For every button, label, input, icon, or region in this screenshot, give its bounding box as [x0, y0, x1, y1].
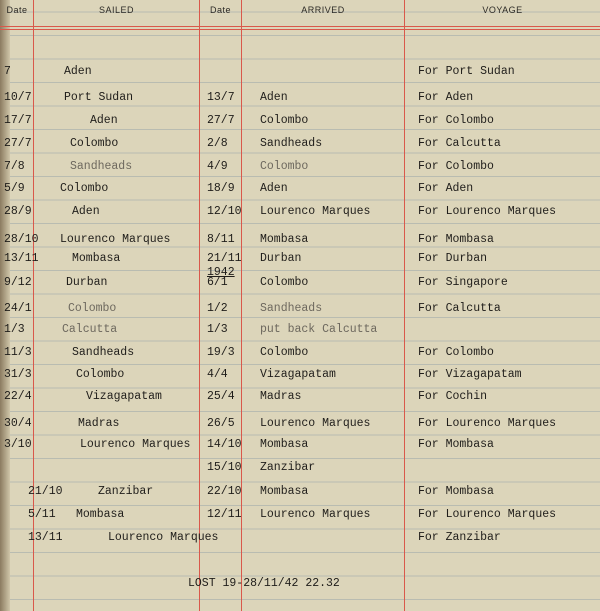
arrived-port: Madras — [260, 390, 302, 403]
arrived-date: 4/9 — [207, 160, 228, 173]
sailed-port: Sandheads — [72, 346, 135, 359]
sailed-date: 1/3 — [4, 323, 25, 336]
sailed-date: 28/9 — [4, 205, 32, 218]
arrived-port: Mombasa — [260, 485, 309, 498]
sailed-port: Calcutta — [62, 323, 118, 336]
sailed-port: Mombasa — [76, 508, 125, 521]
arrived-port: Mombasa — [260, 233, 309, 246]
arrived-date: 8/11 — [207, 233, 235, 246]
arrived-port: Aden — [260, 182, 288, 195]
sailed-port: Lourenco Marques — [80, 438, 191, 451]
sailed-date: 31/3 — [4, 368, 32, 381]
sailed-date: 30/4 — [4, 417, 32, 430]
voyage-note: For Colombo — [418, 160, 494, 173]
voyage-note: For Aden — [418, 91, 474, 104]
header-sailed: SAILED — [98, 5, 134, 15]
arrived-port: Lourenco Marques — [260, 205, 371, 218]
voyage-note: For Vizagapatam — [418, 368, 522, 381]
voyage-note: For Colombo — [418, 346, 494, 359]
arrived-date: 14/10 — [207, 438, 242, 451]
arrived-port: Durban — [260, 252, 302, 265]
sailed-date: 7/8 — [4, 160, 25, 173]
arrived-date: 27/7 — [207, 114, 235, 127]
sailed-date: 24/1 — [4, 302, 32, 315]
voyage-note: For Durban — [418, 252, 488, 265]
arrived-date: 2/8 — [207, 137, 228, 150]
voyage-note: For Lourenco Marques — [418, 508, 557, 521]
sailed-date: 5/9 — [4, 182, 25, 195]
sailed-date: 5/11 — [28, 508, 56, 521]
sailed-port: Vizagapatam — [86, 390, 162, 403]
arrived-port: Colombo — [260, 276, 309, 289]
header-rule — [0, 26, 600, 27]
sailed-date: 17/7 — [4, 114, 32, 127]
header-rule — [0, 29, 600, 30]
sailed-date: 13/11 — [4, 252, 39, 265]
year-note: 1942 — [207, 266, 235, 279]
arrived-date: 18/9 — [207, 182, 235, 195]
lost-note: LOST 19-28/11/42 22.32 — [188, 577, 340, 590]
arrived-date: 25/4 — [207, 390, 235, 403]
voyage-note: For Zanzibar — [418, 531, 501, 544]
sailed-date: 21/10 — [28, 485, 63, 498]
arrived-port: Lourenco Marques — [260, 508, 371, 521]
sailed-date: 7 — [4, 65, 11, 78]
sailed-date: 11/3 — [4, 346, 32, 359]
arrived-port: Aden — [260, 91, 288, 104]
sailed-port: Lourenco Marques — [108, 531, 219, 544]
sailed-date: 22/4 — [4, 390, 32, 403]
sailed-port: Colombo — [76, 368, 125, 381]
arrived-date: 4/4 — [207, 368, 228, 381]
sailed-port: Aden — [64, 65, 92, 78]
arrived-port: Sandheads — [260, 137, 323, 150]
sailed-port: Colombo — [60, 182, 109, 195]
arrived-port: Sandheads — [260, 302, 323, 315]
arrived-date: 15/10 — [207, 461, 242, 474]
header-date-sailed: Date — [6, 5, 28, 15]
voyage-note: For Port Sudan — [418, 65, 515, 78]
sailed-date: 9/12 — [4, 276, 32, 289]
arrived-port: Zanzibar — [260, 461, 316, 474]
voyage-note: For Calcutta — [418, 137, 501, 150]
header-arrived: ARRIVED — [301, 5, 345, 15]
sailed-port: Colombo — [68, 302, 117, 315]
sailed-port: Aden — [90, 114, 118, 127]
sailed-port: Zanzibar — [98, 485, 154, 498]
arrived-port: Vizagapatam — [260, 368, 336, 381]
voyage-note: For Lourenco Marques — [418, 205, 557, 218]
sailed-port: Aden — [72, 205, 100, 218]
arrived-date: 13/7 — [207, 91, 235, 104]
arrived-port: put back Calcutta — [260, 323, 378, 336]
sailed-port: Mombasa — [72, 252, 121, 265]
voyage-note: For Calcutta — [418, 302, 501, 315]
sailed-port: Madras — [78, 417, 120, 430]
sailed-date: 28/10 — [4, 233, 39, 246]
arrived-port: Lourenco Marques — [260, 417, 371, 430]
header-voyage: VOYAGE — [482, 5, 523, 15]
sailed-port: Colombo — [70, 137, 119, 150]
voyage-note: For Mombasa — [418, 485, 494, 498]
sailed-date: 13/11 — [28, 531, 63, 544]
arrived-port: Colombo — [260, 346, 309, 359]
arrived-port: Colombo — [260, 160, 309, 173]
arrived-date: 21/11 — [207, 252, 242, 265]
voyage-note: For Cochin — [418, 390, 488, 403]
arrived-date: 12/11 — [207, 508, 242, 521]
sailed-port: Sandheads — [70, 160, 133, 173]
arrived-port: Mombasa — [260, 438, 309, 451]
sailed-date: 3/10 — [4, 438, 32, 451]
column-rule — [404, 0, 405, 611]
arrived-date: 22/10 — [207, 485, 242, 498]
voyage-note: For Mombasa — [418, 438, 494, 451]
sailed-port: Lourenco Marques — [60, 233, 171, 246]
voyage-note: For Mombasa — [418, 233, 494, 246]
sailed-port: Durban — [66, 276, 108, 289]
arrived-date: 12/10 — [207, 205, 242, 218]
sailed-date: 27/7 — [4, 137, 32, 150]
header-date-arrived: Date — [209, 5, 231, 15]
sailed-date: 10/7 — [4, 91, 32, 104]
voyage-note: For Aden — [418, 182, 474, 195]
voyage-note: For Lourenco Marques — [418, 417, 557, 430]
arrived-date: 19/3 — [207, 346, 235, 359]
arrived-date: 1/3 — [207, 323, 228, 336]
voyage-note: For Colombo — [418, 114, 494, 127]
sailed-port: Port Sudan — [64, 91, 134, 104]
voyage-note: For Singapore — [418, 276, 508, 289]
arrived-date: 1/2 — [207, 302, 228, 315]
arrived-date: 26/5 — [207, 417, 235, 430]
arrived-port: Colombo — [260, 114, 309, 127]
column-rule — [199, 0, 200, 611]
arrived-date: 6/1 — [207, 276, 228, 289]
